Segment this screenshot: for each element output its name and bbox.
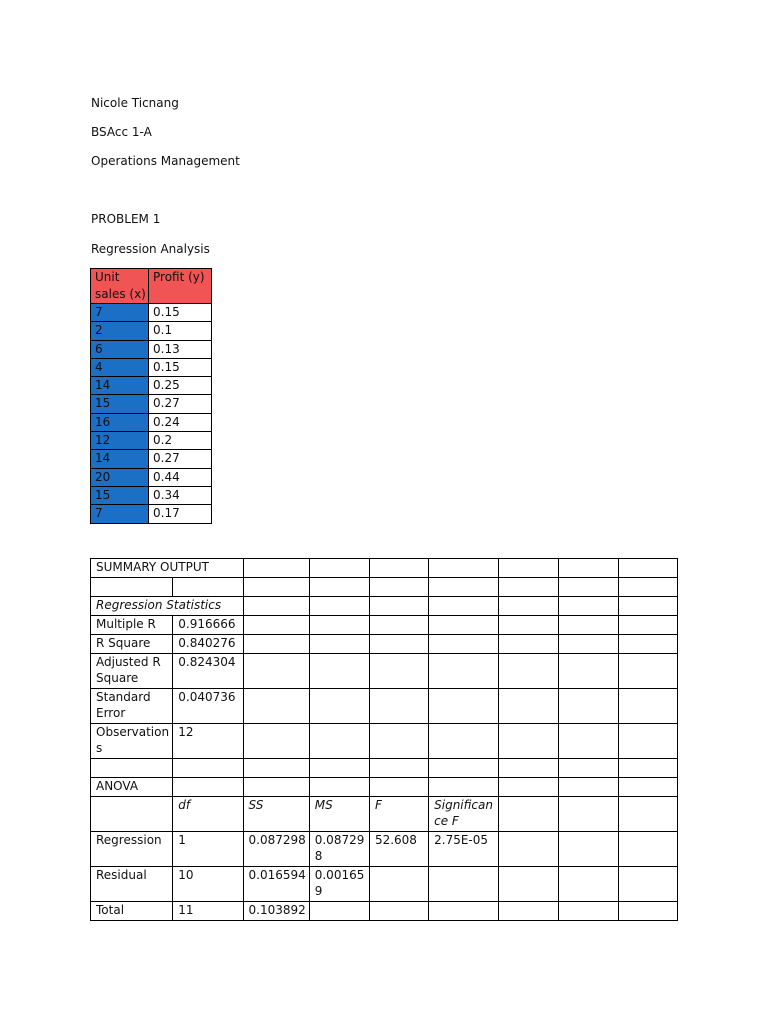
residual-label: Residual [91,867,173,902]
unit-sales-cell: 4 [91,358,149,376]
problem-heading: PROBLEM 1 [91,212,161,226]
topic-heading: Regression Analysis [91,242,210,256]
multiple-r-value: 0.916666 [173,616,243,635]
table-row [91,689,678,724]
regression-label: Regression [91,832,173,867]
table-row [91,759,678,778]
table-row [91,450,212,468]
profit-cell: 0.15 [149,304,212,322]
anova-label: ANOVA [91,778,173,797]
profit-cell: 0.25 [149,377,212,395]
anova-header-f: F [369,797,428,832]
summary-output-table [90,558,678,921]
regression-significance-f: 2.75E-05 [429,832,499,867]
residual-ms: 0.001659 [309,867,369,902]
table-row [91,902,678,921]
summary-title: SUMMARY OUTPUT [91,559,244,578]
student-name: Nicole Ticnang [91,96,179,110]
profit-cell: 0.1 [149,322,212,340]
residual-ss: 0.016594 [243,867,309,902]
total-ss: 0.103892 [243,902,309,921]
table-row [91,432,212,450]
profit-cell: 0.24 [149,413,212,431]
anova-header-significance-f: Significance F [429,797,499,832]
header-unit-sales: Unit sales (x) [91,269,149,304]
observations-label: Observations [91,724,173,759]
unit-sales-cell: 6 [91,340,149,358]
table-row [91,724,678,759]
unit-sales-cell: 14 [91,450,149,468]
table-row [91,559,678,578]
table-row [91,340,212,358]
anova-header-ms: MS [309,797,369,832]
student-section: BSAcc 1-A [91,125,152,139]
profit-cell: 0.27 [149,395,212,413]
unit-sales-cell: 15 [91,486,149,504]
unit-sales-cell: 7 [91,304,149,322]
table-row [91,635,678,654]
table-row [91,486,212,504]
table-row [91,797,678,832]
profit-cell: 0.34 [149,486,212,504]
unit-sales-cell: 12 [91,432,149,450]
input-data-table [90,268,212,524]
total-label: Total [91,902,173,921]
multiple-r-label: Multiple R [91,616,173,635]
unit-sales-cell: 14 [91,377,149,395]
profit-cell: 0.13 [149,340,212,358]
table-header-row [91,269,212,304]
header-profit: Profit (y) [149,269,212,304]
table-row [91,377,212,395]
unit-sales-cell: 20 [91,468,149,486]
anova-header-ss: SS [243,797,309,832]
table-row [91,395,212,413]
table-row [91,616,678,635]
regression-statistics-label: Regression Statistics [91,597,244,616]
profit-cell: 0.17 [149,505,212,523]
table-row [91,505,212,523]
observations-value: 12 [173,724,243,759]
anova-header-df: df [173,797,243,832]
standard-error-value: 0.040736 [173,689,243,724]
table-row [91,304,212,322]
table-row [91,322,212,340]
r-square-value: 0.840276 [173,635,243,654]
regression-f: 52.608 [369,832,428,867]
table-row [91,597,678,616]
adjusted-r-square-label: Adjusted R Square [91,654,173,689]
total-df: 11 [173,902,243,921]
standard-error-label: Standard Error [91,689,173,724]
unit-sales-cell: 2 [91,322,149,340]
regression-df: 1 [173,832,243,867]
residual-df: 10 [173,867,243,902]
regression-ms: 0.087298 [309,832,369,867]
table-row [91,413,212,431]
table-row [91,778,678,797]
profit-cell: 0.44 [149,468,212,486]
table-row [91,867,678,902]
table-row [91,654,678,689]
course-name: Operations Management [91,154,240,168]
unit-sales-cell: 15 [91,395,149,413]
r-square-label: R Square [91,635,173,654]
table-row [91,578,678,597]
table-row [91,468,212,486]
unit-sales-cell: 16 [91,413,149,431]
table-row [91,832,678,867]
profit-cell: 0.27 [149,450,212,468]
regression-ss: 0.087298 [243,832,309,867]
adjusted-r-square-value: 0.824304 [173,654,243,689]
unit-sales-cell: 7 [91,505,149,523]
table-row [91,358,212,376]
profit-cell: 0.2 [149,432,212,450]
profit-cell: 0.15 [149,358,212,376]
